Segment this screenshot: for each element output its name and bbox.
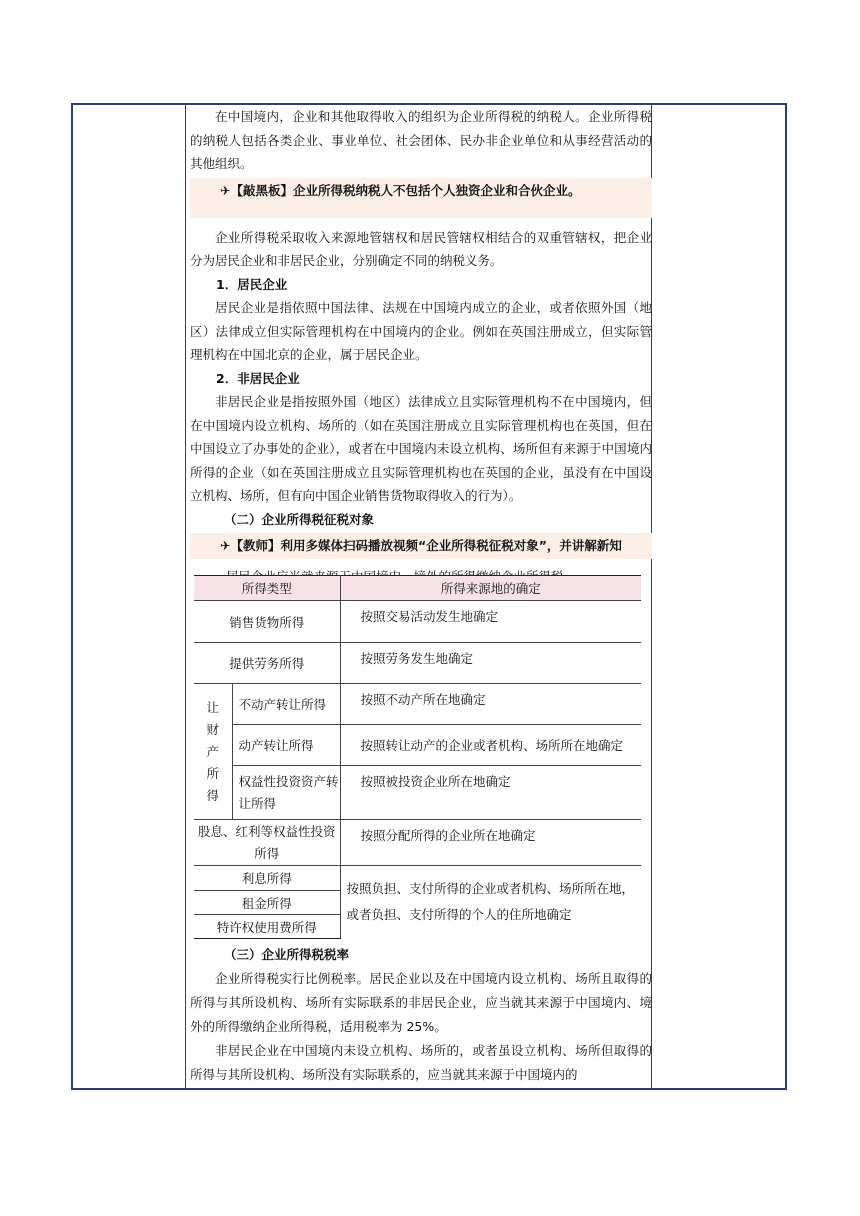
callout-blackboard: ✈【敲黑板】企业所得税纳税人不包括个人独资企业和合伙企业。 — [190, 178, 652, 218]
column-divider-left — [185, 105, 186, 1088]
callout-teacher: ✈【教师】利用多媒体扫码播放视频“企业所得税征税对象”，并讲解新知 — [190, 533, 652, 559]
table-cell: 不动产转让所得 — [232, 684, 340, 725]
table-row — [194, 866, 641, 891]
table-cell: 按照不动产所在地确定 — [340, 684, 641, 725]
table-header-row — [194, 576, 641, 601]
income-source-table — [194, 575, 641, 939]
heading-nonresident: 2．非居民企业 — [216, 370, 300, 386]
paragraph-nonresident: 非居民企业是指按照外国（地区）法律成立且实际管理机构不在中国境内，但在中国境内设立机构、场所的（如在英国注册成立且实际管理机构也在英国，但在中国设立了办事处的企业），或者在中国境内未设立机构、场所但有来源于中国境内所得的企业（如在英国注册成立且实际管理机构也在英国的企业，虽没有在中国设立机构、场所，但有向中国企业销售货物取得收入的行为）。 — [190, 394, 652, 503]
table-cell: 按照负担、支付所得的企业或者机构、场所所在地，或者负担、支付所得的个人的住所地确定 — [340, 866, 641, 939]
paragraph-nonresident-rate: 非居民企业在中国境内未设立机构、场所的，或者虽设立机构、场所但取得的所得与其所设机构、场所没有实际联系的，应当就其来源于中国境内的 — [190, 1042, 652, 1082]
heading-tax-object: （二）企业所得税征税对象 — [224, 511, 375, 527]
table-row — [194, 820, 641, 866]
table-row — [194, 684, 641, 725]
table-cell: 提供劳务所得 — [194, 643, 340, 684]
table-row — [194, 766, 641, 820]
heading-tax-rate: （三）企业所得税税率 — [224, 947, 350, 962]
table-cell: 利息所得 — [194, 866, 340, 891]
table-row — [194, 601, 641, 643]
table-cell: 股息、红利等权益性投资所得 — [194, 820, 340, 866]
table-cell: 按照分配所得的企业所在地确定 — [340, 820, 641, 866]
table-cell: 按照劳务发生地确定 — [340, 643, 641, 684]
table-row — [194, 725, 641, 766]
table-header-source: 所得来源地的确定 — [340, 576, 641, 601]
table-row — [194, 643, 641, 684]
table-cell: 按照被投资企业所在地确定 — [340, 766, 641, 820]
table-header-type: 所得类型 — [194, 576, 340, 601]
table-cell: 租金所得 — [194, 891, 340, 915]
paragraph-tax-rate: 企业所得税实行比例税率。居民企业以及在中国境内设立机构、场所且取得的所得与其所设机构、场所有实际联系的非居民企业，应当就其来源于中国境内、境外的所得缴纳企业所得税，适用税率为 25%。 — [190, 970, 652, 1034]
table-cell: 销售货物所得 — [194, 601, 340, 643]
table-cell: 动产转让所得 — [232, 725, 340, 766]
paragraph-taxpayers: 在中国境内，企业和其他取得收入的组织为企业所得税的纳税人。企业所得税的纳税人包括各类企业、事业单位、社会团体、民办非企业单位和从事经营活动的其他组织。 — [190, 109, 652, 171]
paragraph-jurisdiction: 企业所得税采取收入来源地管辖权和居民管辖权相结合的双重管辖权，把企业分为居民企业和非居民企业，分别确定不同的纳税义务。 — [190, 229, 652, 268]
table-cell-group — [194, 684, 232, 820]
table-cell: 特许权使用费所得 — [194, 915, 340, 939]
main-content — [190, 105, 652, 589]
table-cell: 按照转让动产的企业或者机构、场所所在地确定 — [340, 725, 641, 766]
heading-resident: 1．居民企业 — [216, 276, 288, 292]
main-content-lower — [190, 943, 652, 1087]
group-label: 让财产所得 — [206, 699, 219, 803]
table-cell: 按照交易活动发生地确定 — [340, 601, 641, 643]
table-cell: 权益性投资资产转让所得 — [232, 766, 340, 820]
paragraph-resident: 居民企业是指依照中国法律、法规在中国境内成立的企业，或者依照外国（地区）法律成立但实际管理机构在中国境内的企业。例如在英国注册成立，但实际管理机构在中国北京的企业，属于居民企业。 — [190, 300, 652, 362]
